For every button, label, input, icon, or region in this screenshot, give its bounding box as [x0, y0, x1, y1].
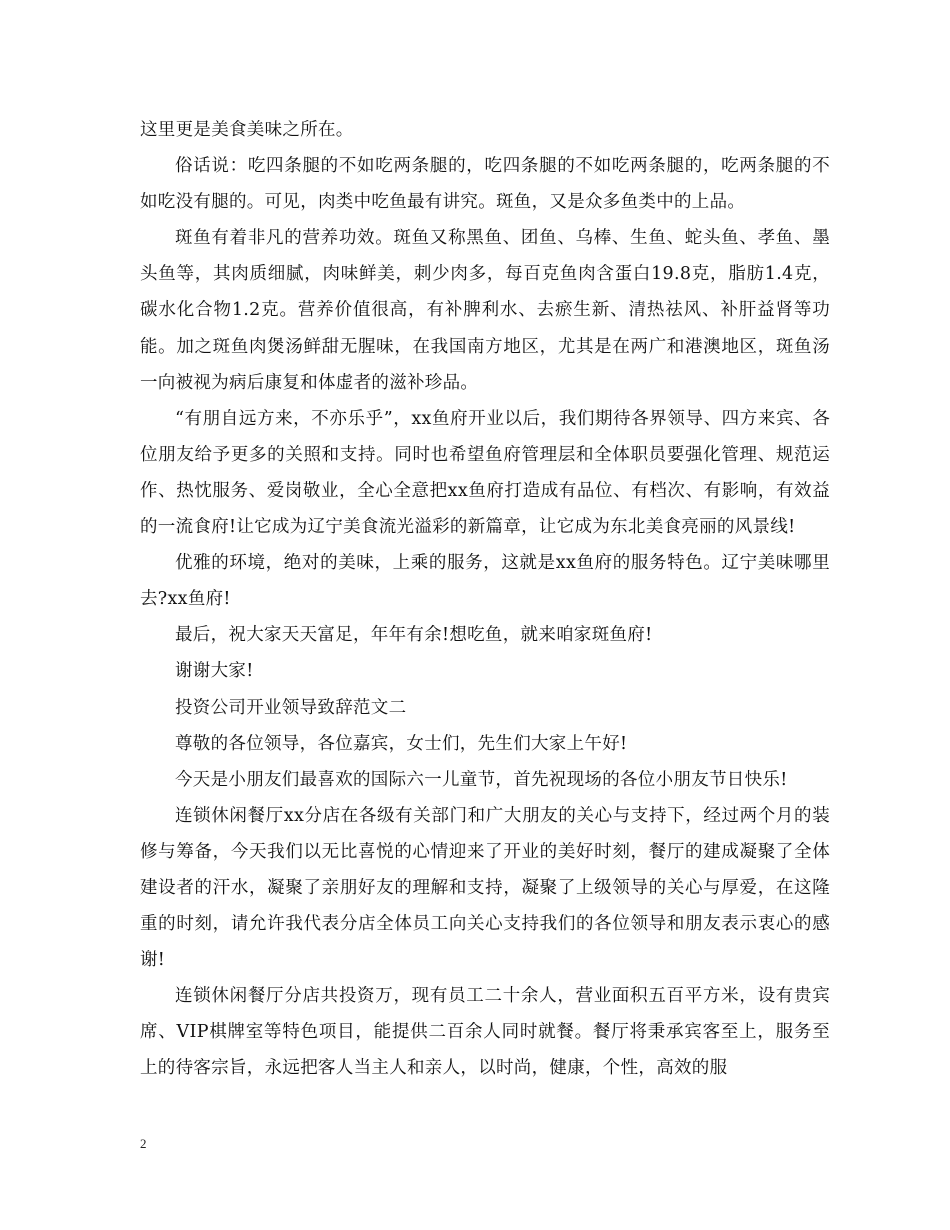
paragraph-1: 这里更是美食美味之所在。	[140, 120, 354, 140]
paragraph-5: 优雅的环境，绝对的美味，上乘的服务，这就是xx鱼府的服务特色。辽宁美味哪里去?xx鱼府!	[140, 553, 830, 610]
document-body	[140, 112, 830, 1087]
page-number: 2	[140, 1136, 147, 1151]
paragraph-3: 斑鱼有着非凡的营养功效。斑鱼又称黑鱼、团鱼、乌棒、生鱼、蛇头鱼、孝鱼、墨头鱼等，其肉质细腻，肉味鲜美，刺少肉多，每百克鱼肉含蛋白19.8克，脂肪1.4克，碳水化合物1.2克。营养价值很高，有补脾利水、去瘀生新、清热祛风、补肝益肾等功能。加之斑鱼肉煲汤鲜甜无腥味，在我国南方地区，尤其是在两广和港澳地区，斑鱼汤一向被视为病后康复和体虚者的滋补珍品。	[140, 228, 830, 393]
paragraph-12: 连锁休闲餐厅分店共投资万，现有员工二十余人，营业面积五百平方米，设有贵宾席、VIP棋牌室等特色项目，能提供二百余人同时就餐。餐厅将秉承宾客至上，服务至上的待客宗旨，永远把客人当主人和亲人，以时尚，健康，个性，高效的服	[140, 986, 830, 1079]
section-heading: 投资公司开业领导致辞范文二	[175, 697, 407, 718]
paragraph-7: 谢谢大家!	[175, 661, 254, 682]
paragraph-6: 最后，祝大家天天富足，年年有余!想吃鱼，就来咱家斑鱼府!	[175, 625, 653, 646]
paragraph-11: 连锁休闲餐厅xx分店在各级有关部门和广大朋友的关心与支持下，经过两个月的装修与筹备，今天我们以无比喜悦的心情迎来了开业的美好时刻，餐厅的建成凝聚了全体建设者的汗水，凝聚了亲朋好友的理解和支持，凝聚了上级领导的关心与厚爱，在这隆重的时刻，请允许我代表分店全体员工向关心支持我们的各位领导和朋友表示衷心的感谢!	[140, 805, 830, 971]
paragraph-10: 今天是小朋友们最喜欢的国际六一儿童节，首先祝现场的各位小朋友节日快乐!	[175, 769, 788, 790]
paragraph-4: “有朋自远方来，不亦乐乎”，xx鱼府开业以后，我们期待各界领导、四方来宾、各位朋友给予更多的关照和支持。同时也希望鱼府管理层和全体职员要强化管理、规范运作、热忱服务、爱岗敬业，全心全意把xx鱼府打造成有品位、有档次、有影响，有效益的一流食府!让它成为辽宁美食流光溢彩的新篇章，让它成为东北美食亮丽的风景线!	[140, 408, 830, 538]
paragraph-9: 尊敬的各位领导，各位嘉宾，女士们，先生们大家上午好!	[175, 733, 628, 754]
paragraph-2: 俗话说：吃四条腿的不如吃两条腿的，吃四条腿的不如吃两条腿的，吃两条腿的不如吃没有腿的。可见，肉类中吃鱼最有讲究。斑鱼，又是众多鱼类中的上品。	[140, 156, 830, 213]
